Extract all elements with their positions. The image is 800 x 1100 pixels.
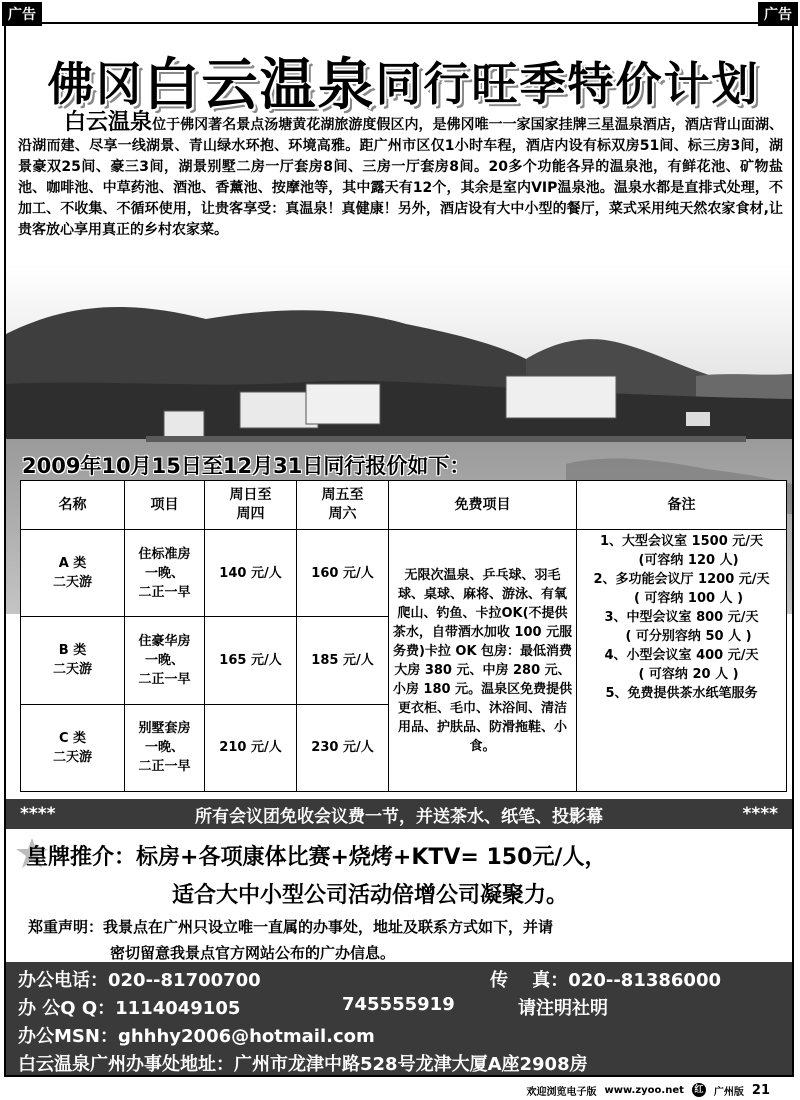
- qq-note: 请注明社明: [518, 998, 608, 1019]
- royal-label: 皇牌推介：: [26, 845, 137, 870]
- package-name: C 类 二天游: [21, 704, 125, 791]
- price-heading: 2009年10月15日至12月31日同行报价如下：: [22, 454, 471, 478]
- header-item: 项目: [125, 481, 205, 530]
- intro-body: 位于佛冈著名景点汤塘黄花湖旅游度假区内，是佛冈唯一一家国家挂牌三星温泉酒店，酒店背山面湖、沿湖而建、尽享一线湖景、青山绿水环抱、环境高雅。距广州市区仅1小时车程，酒店内设有标双房51间、标三房3间，湖景豪双25间、豪三3间，湖景别墅二房一厅套房8间、三房一厅套房8间。20多个功能各异的温泉池，有鲜花池、矿物盐池、咖啡池、中草药池、酒池、香薰池、按摩池等，其中露天有12个，其余是室内VIP温泉池。温泉水都是直排式处理，不加工、不收集、不循环使用，让贵客享受：真温泉！真健康！另外，酒店设有大中小型的餐厅，菜式采用纯天然农家食材,让贵客放心享用真正的乡村农家菜。: [18, 117, 783, 238]
- package-name: A 类 二天游: [21, 530, 125, 617]
- contact-address-row: [18, 1050, 588, 1076]
- note-line: 5、免费提供茶水纸笔服务: [605, 686, 758, 701]
- footer-welcome: 欢迎浏览电子版: [526, 1086, 597, 1098]
- statement-line-2: 密切留意我景点官方网站公布的广办信息。: [110, 944, 396, 962]
- note-sub: ( 可分别容纳 50 人 ): [625, 629, 752, 644]
- intro-paragraph: [18, 112, 783, 241]
- fax-label: 传 真：: [490, 970, 569, 991]
- ad-tag-left: 广告: [2, 2, 42, 26]
- contact-qq-row: [18, 994, 240, 1020]
- package-item: 住豪华房 一晚、 二正一早: [125, 617, 205, 704]
- header-weekend: 周五至 周六: [297, 481, 389, 530]
- contact-block: [6, 962, 792, 1077]
- conference-offer-bar: [6, 799, 792, 829]
- weekday-price: 165 元/人: [205, 617, 297, 704]
- header-notes: 备注: [577, 481, 787, 530]
- title-part-3: 同行旺季特价计划: [375, 57, 760, 111]
- note-line: 4、小型会议室 400 元/天: [604, 648, 759, 663]
- stars-right: ****: [742, 804, 778, 824]
- table-header-row: [21, 481, 787, 530]
- advertisement-frame: [4, 22, 794, 1077]
- note-line: 2、多功能会议厅 1200 元/天: [593, 572, 770, 587]
- weekday-price: 140 元/人: [205, 530, 297, 617]
- title-part-2: 白云温泉: [143, 52, 376, 118]
- footer-site: www.zyoo.net: [604, 1084, 684, 1096]
- msn-address: ghhhy2006@hotmail.com: [117, 1026, 375, 1047]
- footer-logo-icon: 红: [692, 1083, 706, 1097]
- header-free: 免费项目: [389, 481, 577, 530]
- statement-line-1: 郑重声明：我景点在广州只设立唯一直属的办事处，地址及联系方式如下，并请: [28, 918, 554, 936]
- package-item: 住标准房 一晚、 二正一早: [125, 530, 205, 617]
- note-line: 1、大型会议室 1500 元/天: [599, 534, 764, 549]
- weekday-price: 210 元/人: [205, 704, 297, 791]
- office-address: 广州市龙津中路528号龙津大厦A座2908房: [234, 1054, 588, 1075]
- qq-number-2: 745555919: [342, 994, 455, 1015]
- royal-line-1: [26, 840, 606, 871]
- address-label: 白云温泉广州办事处地址：: [18, 1054, 234, 1075]
- royal-offer: 标房+各项康体比赛+烧烤+KTV= 150元/人，: [136, 845, 607, 870]
- note-line: 3、中型会议室 800 元/天: [604, 610, 759, 625]
- contact-phone-row: [18, 966, 261, 992]
- contact-fax-row: [490, 966, 721, 992]
- weekend-price: 160 元/人: [297, 530, 389, 617]
- phone-label: 办公电话：: [18, 970, 108, 991]
- package-name: B 类 二天游: [21, 617, 125, 704]
- phone-number: 020--81700700: [108, 970, 261, 991]
- table-row: [21, 530, 787, 617]
- msn-label: 办公MSN：: [18, 1026, 118, 1047]
- stars-left: ****: [20, 804, 56, 824]
- header-name: 名称: [21, 481, 125, 530]
- free-items: 无限次温泉、乒乓球、羽毛球、桌球、麻将、游泳、有氧爬山、钓鱼、卡拉OK(不提供茶水，自带酒水加收 100 元服务费)卡拉 OK 包房：最低消费大房 380 元、中房 280 元、小房 180 元。温泉区免费提供更衣柜、毛巾、沐浴间、清洁用品、护肤品、防滑拖鞋、小食。: [389, 530, 577, 792]
- package-item: 别墅套房 一晚、 二正一早: [125, 704, 205, 791]
- note-sub: (可容纳 120 人): [638, 553, 739, 568]
- header-weekday: 周日至 周四: [205, 481, 297, 530]
- royal-line-2: 适合大中小型公司活动倍增公司凝聚力。: [172, 883, 569, 908]
- qq-number-1: 1114049105: [115, 998, 241, 1019]
- page-title: [26, 42, 781, 120]
- intro-lead: 白云温泉: [64, 110, 153, 135]
- footer-edition: 广州版: [713, 1086, 744, 1098]
- fax-number: 020--81386000: [568, 970, 721, 991]
- price-table: [20, 480, 787, 792]
- meeting-room-notes: [577, 530, 787, 792]
- weekend-price: 185 元/人: [297, 617, 389, 704]
- royal-recommendation: [6, 832, 792, 982]
- ad-tag-right: 广告: [758, 2, 798, 26]
- page-number: 21: [751, 1082, 770, 1098]
- weekend-price: 230 元/人: [297, 704, 389, 791]
- note-sub: ( 可容纳 20 人 ): [638, 667, 739, 682]
- conference-offer-text: 所有会议团免收会议费一节，并送茶水、纸笔、投影幕: [195, 806, 603, 827]
- contact-msn-row: [18, 1022, 375, 1048]
- title-part-1: 佛冈: [47, 57, 144, 111]
- page-footer: [0, 1080, 800, 1100]
- note-sub: ( 可容纳 100 人 ): [633, 591, 744, 606]
- qq-label: 办 公Q Q：: [18, 998, 116, 1019]
